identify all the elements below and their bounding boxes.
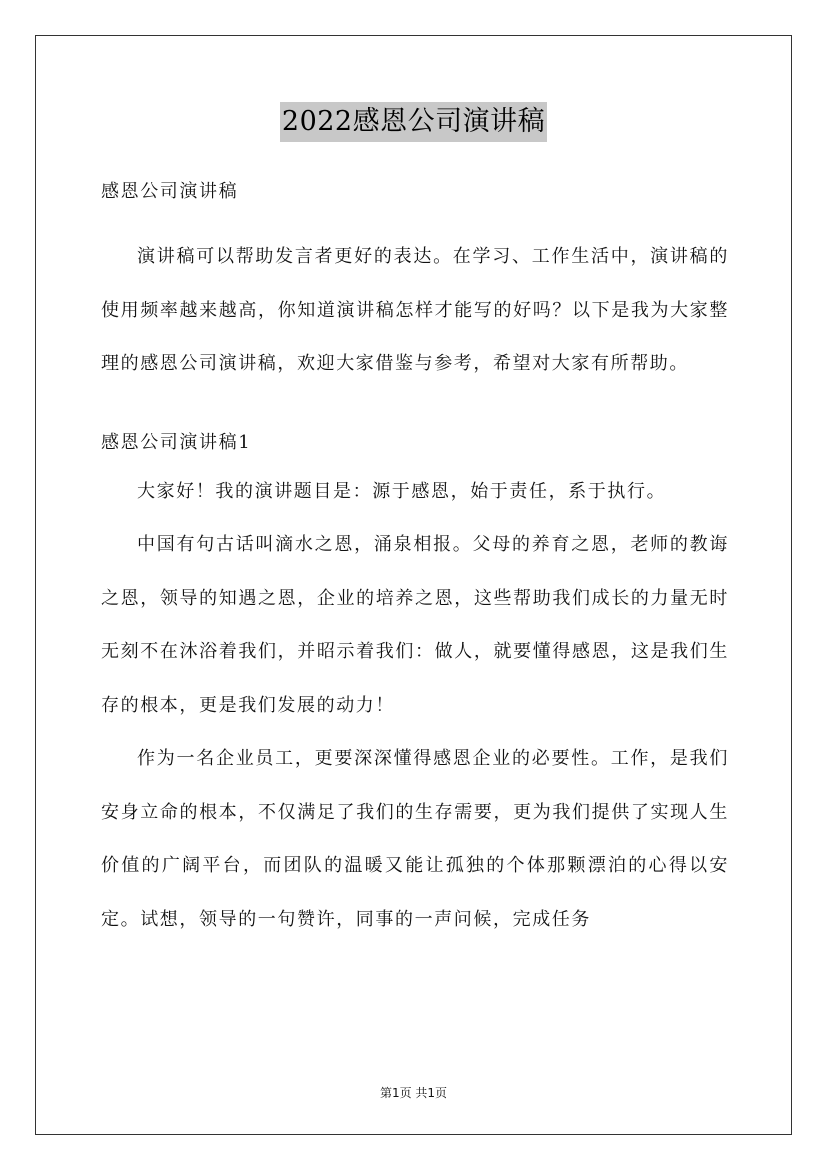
spacer [101,210,729,230]
section-heading: 感恩公司演讲稿1 [101,431,252,453]
page-footer: 第1页 共1页 [379,1086,448,1100]
spacer [101,391,729,425]
intro-paragraph: 演讲稿可以帮助发言者更好的表达。在学习、工作生活中，演讲稿的使用频率越来越高，你知道演讲稿怎样才能写的好吗？以下是我为大家整理的感恩公司演讲稿，欢迎大家借鉴与参考，希望对大家有所帮助。 [101,246,729,374]
body-paragraph: 作为一名企业员工，更要深深懂得感恩企业的必要性。工作，是我们安身立命的根本，不仅满足了我们的生存需要，更为我们提供了实现人生价值的广阔平台，而团队的温暖又能让孤独的个体那颗漂泊的心得以安定。试想，领导的一句赞许，同事的一声问候，完成任务 [101,748,729,930]
body-paragraph: 中国有句古话叫滴水之恩，涌泉相报。父母的养育之恩，老师的教诲之恩，领导的知遇之恩，企业的培养之恩，这些帮助我们成长的力量无时无刻不在沐浴着我们，并昭示着我们：做人，就要懂得感恩，这是我们生存的根本，更是我们发展的动力！ [101,534,729,716]
intro-heading: 感恩公司演讲稿 [101,181,239,202]
document-body [101,174,729,946]
title-container [0,102,827,142]
document-title: 2022感恩公司演讲稿 [280,102,547,142]
body-paragraph: 大家好！我的演讲题目是：源于感恩，始于责任，系于执行。 [137,480,667,502]
